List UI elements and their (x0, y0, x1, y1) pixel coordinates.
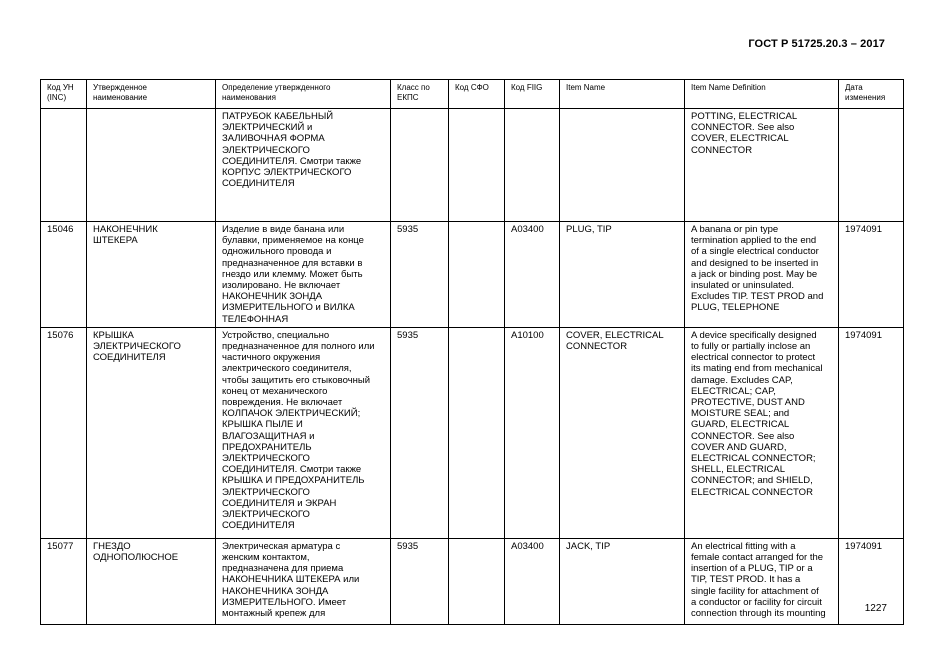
cell-item-def: An electrical fitting with a female contact arranged for the insertion of a PLUG, TIP or a TIP, TEST PROD. It has a single facility for attachment of a conductor or facility for circuit connection through its mounting (685, 538, 839, 624)
item-name-table (40, 79, 904, 625)
cell-date: 1974091 (839, 327, 904, 538)
cell-date (839, 109, 904, 222)
cell-item-def: POTTING, ELECTRICAL CONNECTOR. See also COVER, ELECTRICAL CONNECTOR (685, 109, 839, 222)
cell-fiig: A03400 (505, 538, 560, 624)
cell-definition: Устройство, специально предназначенное для полного или частичного окружения электрического соединителя, чтобы защитить его стыковочный конец от механического повреждения. Не включает КОЛПАЧОК ЭЛЕКТРИЧЕСКИЙ; КРЫШКА ПЫЛЕ И ВЛАГОЗАЩИТНАЯ и ПРЕДОХРАНИТЕЛЬ ЭЛЕКТРИЧЕСКОГО СОЕДИНИТЕЛЯ. Смотри также КРЫШКА И ПРЕДОХРАНИТЕЛЬ ЭЛЕКТРИЧЕСКОГО СОЕДИНИТЕЛЯ и ЭКРАН ЭЛЕКТРИЧЕСКОГО СОЕДИНИТЕЛЯ (216, 327, 391, 538)
cell-approved-name: НАКОНЕЧНИК ШТЕКЕРА (87, 222, 216, 328)
cell-definition: Электрическая арматура с женским контактом, предназначена для приема НАКОНЕЧНИКА ШТЕКЕРА или НАКОНЕЧНИКА ЗОНДА ИЗМЕРИТЕЛЬНОГО. Имеет монтажный крепеж для (216, 538, 391, 624)
cell-code: 15077 (41, 538, 87, 624)
cell-date: 1974091 (839, 222, 904, 328)
cell-fiig: A10100 (505, 327, 560, 538)
cell-approved-name: ГНЕЗДО ОДНОПОЛЮСНОЕ (87, 538, 216, 624)
cell-sfo (449, 109, 505, 222)
cell-class (391, 109, 449, 222)
col-header-sfo: Код СФО (449, 80, 505, 109)
cell-class: 5935 (391, 222, 449, 328)
cell-code (41, 109, 87, 222)
col-header-approved-name: Утвержденное наименование (87, 80, 216, 109)
document-title: ГОСТ Р 51725.20.3 – 2017 (748, 38, 885, 50)
table-header-row (41, 80, 904, 109)
table-row (41, 538, 904, 624)
cell-class: 5935 (391, 538, 449, 624)
cell-sfo (449, 538, 505, 624)
col-header-item-def: Item Name Definition (685, 80, 839, 109)
cell-item-name: COVER, ELECTRICAL CONNECTOR (560, 327, 685, 538)
cell-item-def: A banana or pin type termination applied to the end of a single electrical conductor and designed to be inserted in a jack or binding post. May be insulated or uninsulated. Excludes TIP. TEST PROD and PLUG, TELEPHONE (685, 222, 839, 328)
cell-definition: ПАТРУБОК КАБЕЛЬНЫЙ ЭЛЕКТРИЧЕСКИЙ и ЗАЛИВОЧНАЯ ФОРМА ЭЛЕКТРИЧЕСКОГО СОЕДИНИТЕЛЯ. Смотри также КОРПУС ЭЛЕКТРИЧЕСКОГО СОЕДИНИТЕЛЯ (216, 109, 391, 222)
cell-definition: Изделие в виде банана или булавки, применяемое на конце одножильного провода и предназначенное для вставки в гнездо или клемму. Может быть изолировано. Не включает НАКОНЕЧНИК ЗОНДА ИЗМЕРИТЕЛЬНОГО и ВИЛКА ТЕЛЕФОННАЯ (216, 222, 391, 328)
cell-fiig: A03400 (505, 222, 560, 328)
col-header-fiig: Код FIIG (505, 80, 560, 109)
table-row (41, 222, 904, 328)
cell-class: 5935 (391, 327, 449, 538)
cell-approved-name (87, 109, 216, 222)
cell-date: 1974091 (839, 538, 904, 624)
col-header-item-name: Item Name (560, 80, 685, 109)
page-number: 1227 (864, 603, 887, 614)
cell-item-name: PLUG, TIP (560, 222, 685, 328)
table-row (41, 109, 904, 222)
col-header-code: Код УН (INC) (41, 80, 87, 109)
cell-approved-name: КРЫШКА ЭЛЕКТРИЧЕСКОГО СОЕДИНИТЕЛЯ (87, 327, 216, 538)
col-header-definition: Определение утвержденного наименования (216, 80, 391, 109)
col-header-class: Класс по ЕКПС (391, 80, 449, 109)
cell-code: 15046 (41, 222, 87, 328)
col-header-date: Дата изменения (839, 80, 904, 109)
table-row (41, 327, 904, 538)
cell-code: 15076 (41, 327, 87, 538)
cell-sfo (449, 327, 505, 538)
cell-sfo (449, 222, 505, 328)
cell-item-name: JACK, TIP (560, 538, 685, 624)
cell-fiig (505, 109, 560, 222)
cell-item-name (560, 109, 685, 222)
cell-item-def: A device specifically designed to fully or partially inclose an electrical connector to protect its mating end from mechanical damage. Excludes CAP, ELECTRICAL; CAP, PROTECTIVE, DUST AND MOISTURE SEAL; and GUARD, ELECTRICAL CONNECTOR. See also COVER AND GUARD, ELECTRICAL CONNECTOR; SHELL, ELECTRICAL CONNECTOR; and SHIELD, ELECTRICAL CONNECTOR (685, 327, 839, 538)
